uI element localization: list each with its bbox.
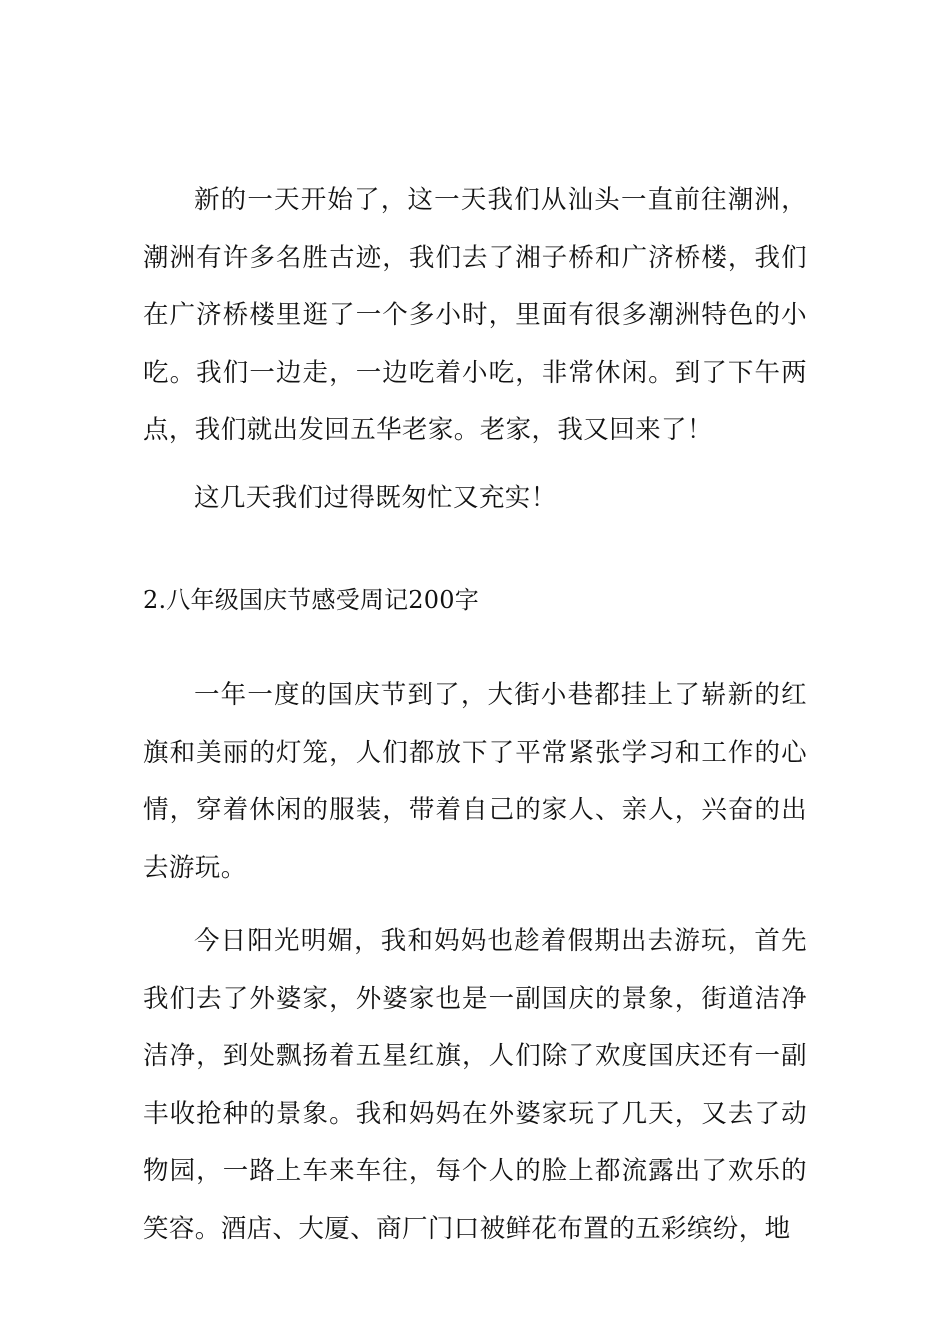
paragraph-summary: 这几天我们过得既匆忙又充实！: [194, 483, 557, 513]
paragraph-trip-to-chaozhou: 新的一天开始了，这一天我们从汕头一直前往潮洲，潮洲有许多名胜古迹，我们去了湘子桥和广济桥楼，我们在广济桥楼里逛了一个多小时，里面有很多潮洲特色的小吃。我们一边走，一边吃着小吃，非常休闲。到了下午两点，我们就出发回五华老家。老家，我又回来了！: [143, 185, 807, 445]
paragraph-national-day-outing: 今日阳光明媚，我和妈妈也趁着假期出去游玩，首先我们去了外婆家，外婆家也是一副国庆的景象，街道洁净洁净，到处飘扬着五星红旗，人们除了欢度国庆还有一副丰收抢种的景象。我和妈妈在外婆家玩了几天，又去了动物园，一路上车来车往，每个人的脸上都流露出了欢乐的笑容。酒店、大厦、商厂门口被鲜花布置的五彩缤纷，地: [143, 926, 807, 1244]
section-heading: 2.八年级国庆节感受周记200字: [143, 586, 479, 614]
paragraph-national-day-intro: 一年一度的国庆节到了，大街小巷都挂上了崭新的红旗和美丽的灯笼，人们都放下了平常紧张学习和工作的心情，穿着休闲的服装，带着自己的家人、亲人，兴奋的出去游玩。: [143, 680, 807, 883]
